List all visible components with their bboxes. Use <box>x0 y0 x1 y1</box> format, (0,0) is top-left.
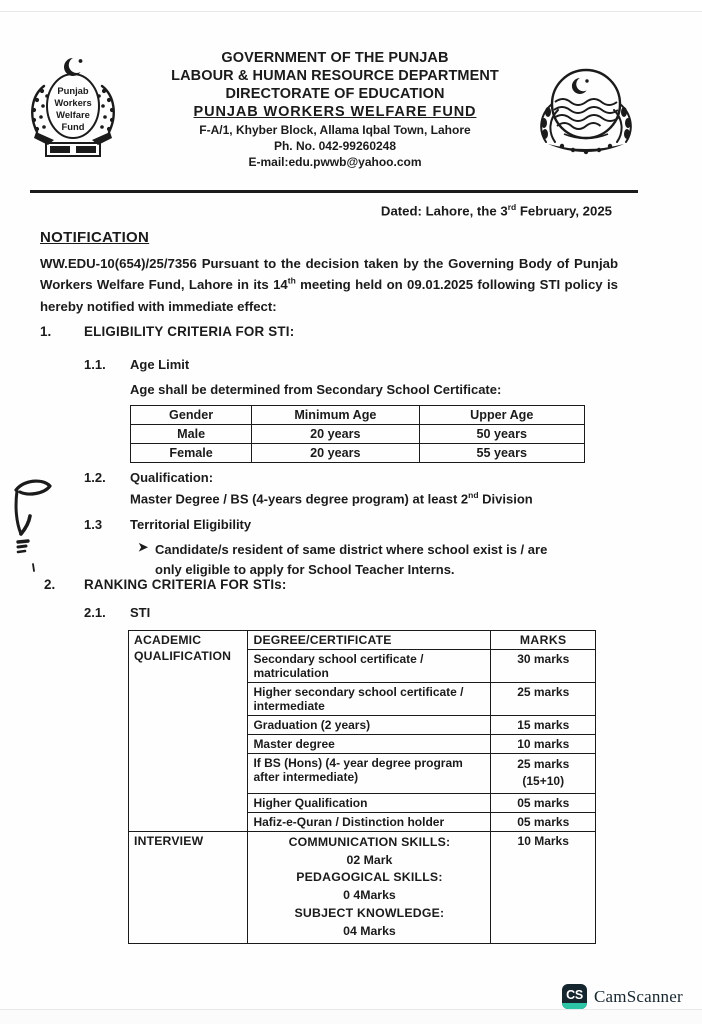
section-1-number: 1. <box>40 324 52 339</box>
ranking-marks-graduation: 15 marks <box>491 716 596 735</box>
reference-number: WW.EDU-10(654)/25/7356 <box>40 256 197 271</box>
document-sheet <box>0 12 702 1010</box>
section-1-3-title: Territorial Eligibility <box>130 517 252 532</box>
ranking-marks-higher-secondary: 25 marks <box>491 683 596 716</box>
dateline <box>0 202 612 218</box>
interview-row <box>129 831 596 943</box>
section-1-2-title: Qualification: <box>130 470 214 485</box>
camscanner-watermark <box>562 984 683 1009</box>
table-row <box>131 444 585 463</box>
interview-pedagogical-label: PEDAGOGICAL SKILLS: <box>296 870 443 885</box>
interview-subject-knowledge-value: 04 Marks <box>343 923 396 938</box>
section-2-1-number: 2.1. <box>84 605 106 620</box>
age-cell-upper-male: 50 years <box>419 425 584 444</box>
meeting-ordinal-suffix: th <box>287 275 296 286</box>
age-cell-min-male: 20 years <box>252 425 419 444</box>
interview-pedagogical-value: 0 4Marks <box>343 888 396 903</box>
dateline-text: Dated: Lahore, the 3 <box>380 203 508 219</box>
notification-body-paragraph <box>40 253 618 317</box>
svg-text:Punjab: Punjab <box>57 85 89 96</box>
section-2-title: RANKING CRITERIA FOR STIs: <box>84 577 287 592</box>
ranking-header-degree: DEGREE/CERTIFICATE <box>248 631 491 650</box>
ranking-marks-bs-hons-value: 25 marks <box>517 757 570 771</box>
camscanner-label: CamScanner <box>594 986 683 1006</box>
document-header <box>0 12 702 167</box>
interview-communication-label: COMMUNICATION SKILLS: <box>288 834 451 849</box>
ranking-marks-secondary: 30 marks <box>491 650 596 683</box>
division-ordinal-suffix: nd <box>468 490 479 500</box>
ranking-degree-higher-qualification: Higher Qualification <box>248 793 491 812</box>
qualification-text <box>130 490 533 506</box>
age-table-header-row <box>131 406 585 425</box>
header-line-directorate: DIRECTORATE OF EDUCATION <box>225 85 445 102</box>
age-limit-table <box>130 405 585 463</box>
section-1-title: ELIGIBILITY CRITERIA FOR STI: <box>84 324 295 339</box>
interview-communication-value: 02 Mark <box>346 852 393 867</box>
age-header-upper-age: Upper Age <box>419 406 584 425</box>
section-1-3-number: 1.3 <box>84 517 103 532</box>
ranking-header-marks: MARKS <box>491 631 596 650</box>
age-cell-gender-female: Female <box>131 444 252 463</box>
dateline-ordinal-suffix: rd <box>507 202 517 212</box>
notification-heading: NOTIFICATION <box>40 229 150 246</box>
section-1-2-number: 1.2. <box>84 470 106 485</box>
ranking-category-academic-label: ACADEMIC QUALIFICATION <box>134 633 232 663</box>
handwritten-signature-mark <box>8 474 60 574</box>
table-row <box>131 425 585 444</box>
qualification-text-part1: Master Degree / BS (4-years degree program) at least 2 <box>130 491 469 507</box>
body-text-part1: Pursuant to the decision taken by the Governing Body of Punjab Workers Welfare Fund, Lahore in its 14 <box>40 256 618 293</box>
header-phone: Ph. No. 042-99260248 <box>273 138 397 153</box>
government-of-punjab-emblem <box>528 56 644 166</box>
qualification-text-part2: Division <box>478 491 533 507</box>
svg-text:Welfare: Welfare <box>56 109 90 120</box>
age-cell-upper-female: 55 years <box>419 444 584 463</box>
age-table-lead-in: Age shall be determined from Secondary School Certificate: <box>130 382 502 397</box>
ranking-marks-hafiz-distinction: 05 marks <box>491 812 596 831</box>
ranking-header-row <box>129 631 596 650</box>
territorial-eligibility-bullet: Candidate/s resident of same district where school exist is / are only eligible to apply for School Teacher Interns. <box>155 542 548 577</box>
age-cell-min-female: 20 years <box>252 444 419 463</box>
ranking-criteria-table <box>128 630 596 944</box>
age-header-gender: Gender <box>131 406 252 425</box>
header-divider-rule <box>30 190 638 193</box>
app-chrome-bottom-strip <box>0 1009 702 1024</box>
ranking-category-interview-label: INTERVIEW <box>134 833 204 848</box>
age-cell-gender-male: Male <box>131 425 252 444</box>
ranking-degree-secondary: Secondary school certificate / matriculation <box>248 650 491 683</box>
ranking-degree-bs-hons: If BS (Hons) (4- year degree program after intermediate) <box>248 754 491 794</box>
header-line-fund: PUNJAB WORKERS WELFARE FUND <box>193 103 477 120</box>
ranking-degree-master: Master degree <box>248 735 491 754</box>
ranking-degree-graduation: Graduation (2 years) <box>248 716 491 735</box>
ranking-marks-bs-hons <box>491 754 596 794</box>
ranking-category-interview <box>129 831 248 943</box>
header-line-department: LABOUR & HUMAN RESOURCE DEPARTMENT <box>171 67 499 84</box>
ranking-degree-higher-secondary: Higher secondary school certificate / intermediate <box>248 683 491 716</box>
camscanner-logo-icon <box>562 984 587 1009</box>
section-2-number: 2. <box>44 577 56 592</box>
header-email: E-mail:edu.pwwb@yahoo.com <box>248 154 422 169</box>
section-2-1-title: STI <box>130 605 151 620</box>
app-chrome-top-strip <box>0 0 702 12</box>
section-1-1-number: 1.1. <box>84 357 106 372</box>
svg-text:Workers: Workers <box>54 97 92 108</box>
punjab-workers-welfare-fund-emblem <box>18 50 128 162</box>
camscanner-badge-text: CS <box>566 988 583 1002</box>
ranking-category-academic <box>129 631 248 832</box>
ranking-marks-bs-hons-breakdown: (15+10) <box>522 774 565 789</box>
svg-text:Fund: Fund <box>61 121 85 132</box>
body-text-part2: meeting held on 09.01.2025 following STI policy is hereby notified with immediate effect: <box>40 277 618 314</box>
ranking-marks-higher-qualification: 05 marks <box>491 793 596 812</box>
dateline-month-year: February, 2025 <box>516 203 612 219</box>
interview-total-marks: 10 Marks <box>491 831 596 943</box>
header-line-government: GOVERNMENT OF THE PUNJAB <box>221 50 449 66</box>
interview-components <box>248 831 491 943</box>
header-address: F-A/1, Khyber Block, Allama Iqbal Town, Lahore <box>199 122 471 137</box>
interview-subject-knowledge-label: SUBJECT KNOWLEDGE: <box>294 906 445 921</box>
section-1-1-title: Age Limit <box>130 357 190 372</box>
ranking-marks-master: 10 marks <box>491 735 596 754</box>
ranking-degree-hafiz-distinction: Hafiz-e-Quran / Distinction holder <box>248 812 491 831</box>
age-header-minimum-age: Minimum Age <box>252 406 419 425</box>
arrow-bullet-icon: ➤ <box>138 540 149 554</box>
header-text-block <box>140 50 530 170</box>
